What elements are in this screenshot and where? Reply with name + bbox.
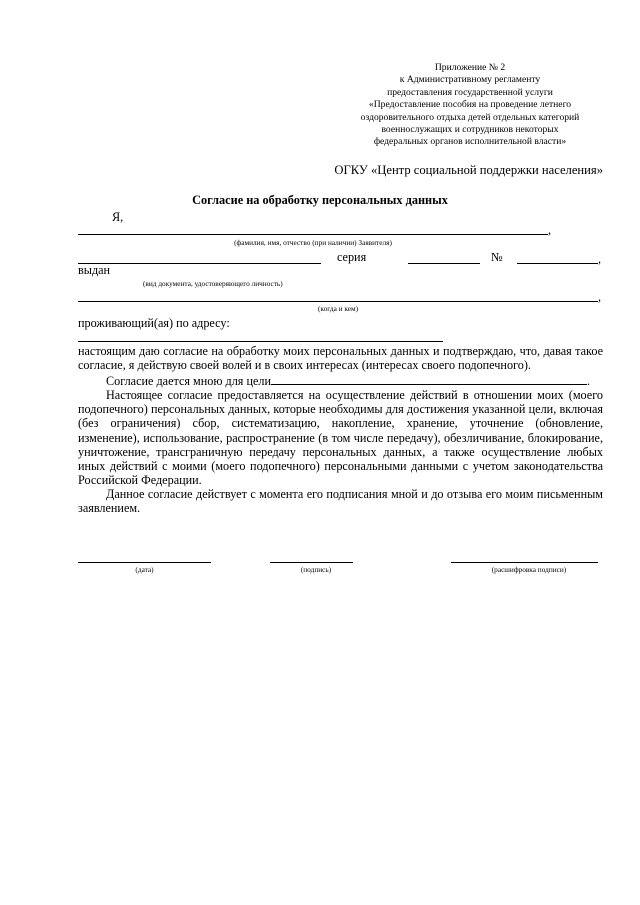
appendix-line: предоставления государственной услуги [387, 86, 553, 98]
appendix-line: к Административному регламенту [399, 74, 541, 86]
paragraph: Данное согласие действует с момента его подписания мной и до отзыва его моим письменным заявлением. [78, 486, 603, 516]
document-caption: (вид документа, удостоверяющего личность) [143, 279, 283, 288]
purpose-end: . [587, 374, 591, 389]
fio-caption: (фамилия, имя, отчество (при наличии) Заявителя) [234, 238, 392, 247]
consent-text [78, 344, 603, 515]
comma: , [598, 252, 602, 266]
purpose-field[interactable] [271, 373, 587, 385]
address-label: проживающий(ая) по адресу: [78, 316, 230, 330]
issuer-field[interactable] [78, 301, 598, 302]
paragraph: Настоящее согласие предоставляется на осуществление действий в отношении моих (моего подопечного) персональных данных, которые необходимы для достижения указанной цели, включая (без ограничения) сбор, систематизацию, накопление, хранение, уточнение (обновление, изменение), использование, распространение (в том числе передачу), обезличивание, блокирование, уничтожение, трансграничную передачу персональных данных, а также осуществление любых иных действий с моими (моего подопечного) персональными данными с учетом законодательства Российской Федерации. [78, 388, 603, 487]
issuer-caption: (когда и кем) [317, 304, 359, 313]
fio-field[interactable] [78, 234, 548, 235]
date-caption: (дата) [135, 565, 154, 574]
document-title: Согласие на обработку персональных данных [192, 193, 448, 207]
ya-label: Я, [112, 210, 124, 224]
comma: , [548, 223, 552, 237]
comma: , [598, 290, 602, 304]
paragraph: настоящим даю согласие на обработку моих персональных данных и подтверждаю, что, давая такое согласие, я действую своей волей и в своих интересах (интересах своего подопечного). [78, 344, 603, 373]
appendix-line: федеральных органов исполнительной власти» [373, 136, 567, 148]
appendix-line: «Предоставление пособия на проведение летнего [368, 99, 572, 111]
appendix-line: Приложение № 2 [434, 62, 506, 73]
series-label: серия [337, 250, 367, 264]
number-field[interactable] [517, 263, 598, 264]
address-field[interactable] [78, 341, 443, 342]
date-field[interactable] [78, 562, 211, 563]
organization-name: ОГКУ «Центр социальной поддержки населения» [334, 163, 603, 177]
signature-field[interactable] [270, 562, 353, 563]
issued-label: выдан [78, 263, 111, 277]
purpose-label: Согласие дается мною для цели [106, 374, 271, 389]
signature-decode-caption: (расшифровка подписи) [491, 565, 567, 574]
appendix-header [300, 62, 640, 149]
document-type-field[interactable] [78, 263, 321, 264]
series-field[interactable] [408, 263, 480, 264]
appendix-line: оздоровительного отдыха детей отдельных категорий [360, 111, 580, 123]
signature-decode-field[interactable] [451, 562, 598, 563]
signature-caption: (подпись) [300, 565, 332, 574]
purpose-line [78, 373, 603, 388]
appendix-line: военнослужащих и сотрудников некоторых [381, 124, 559, 136]
number-label: № [491, 250, 503, 264]
